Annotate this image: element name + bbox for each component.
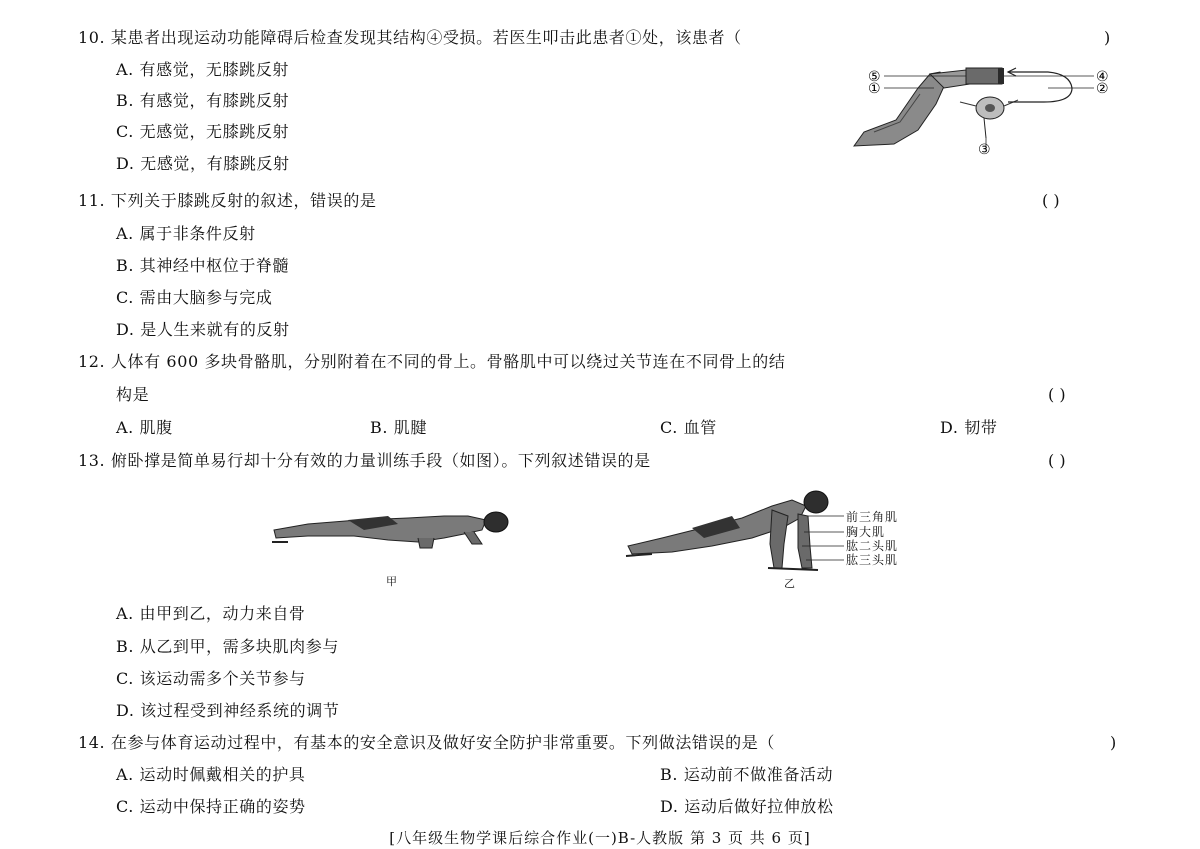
fig13-caption-jia: 甲 [386,575,397,588]
q13-answer-paren: ( ) [1048,451,1066,470]
page-footer: [八年级生物学课后综合作业(一)B-人教版 第 3 页 共 6 页] [389,829,811,847]
q10-option-c: C. 无感觉，无膝跳反射 [116,122,290,141]
q12-stem-line1: 12. 人体有 600 多块骨骼肌，分别附着在不同的骨上。骨骼肌中可以绕过关节连在不同骨上的结 [78,352,786,371]
pushup-figure-jia [268,508,514,556]
q11-answer-paren: ( ) [1042,191,1060,210]
q12-option-b: B. 肌腱 [370,418,427,437]
q14-option-b: B. 运动前不做准备活动 [660,765,834,784]
q13-option-c: C. 该运动需多个关节参与 [116,669,306,688]
q10-option-a: A. 有感觉，无膝跳反射 [116,60,289,79]
fig10-label-2: ② [1096,81,1109,97]
muscle-label-anterior-deltoid: 前三角肌 [846,510,899,524]
q11-option-d: D. 是人生来就有的反射 [116,320,290,339]
q14-option-a: A. 运动时佩戴相关的护具 [116,765,306,784]
q13-stem: 13. 俯卧撑是简单易行却十分有效的力量训练手段（如图）。下列叙述错误的是 [78,451,651,470]
q12-option-c: C. 血管 [660,418,717,437]
q10-option-d: D. 无感觉，有膝跳反射 [116,154,290,173]
q14-answer-paren: ) [1110,733,1117,752]
fig10-label-4: ④ [1096,69,1109,85]
muscle-label-pectoralis-major: 胸大肌 [846,525,886,539]
q12-option-d: D. 韧带 [940,418,998,437]
fig10-label-3: ③ [978,142,991,158]
q10-stem: 10. 某患者出现运动功能障碍后检查发现其结构④受损。若医生叩击此患者①处，该患者（ [78,28,742,47]
q12-stem-line2: 构是 [116,385,150,404]
q11-option-b: B. 其神经中枢位于脊髓 [116,256,290,275]
q10-option-b: B. 有感觉，有膝跳反射 [116,91,290,110]
q14-option-c: C. 运动中保持正确的姿势 [116,797,306,816]
fig10-label-5: ⑤ [868,69,881,85]
muscle-label-triceps: 肱三头肌 [846,553,899,567]
q11-option-c: C. 需由大脑参与完成 [116,288,273,307]
q12-option-a: A. 肌腹 [116,418,173,437]
q13-option-d: D. 该过程受到神经系统的调节 [116,701,340,720]
fig13-caption-yi: 乙 [784,577,795,590]
q11-option-a: A. 属于非条件反射 [116,224,256,243]
q14-stem: 14. 在参与体育运动过程中，有基本的安全意识及做好安全防护非常重要。下列做法错误的是（ [78,733,775,752]
q11-stem: 11. 下列关于膝跳反射的叙述，错误的是 [78,191,377,210]
q14-option-d: D. 运动后做好拉伸放松 [660,797,834,816]
q13-option-b: B. 从乙到甲，需多块肌肉参与 [116,637,339,656]
knee-reflex-figure [848,60,1124,158]
q10-answer-paren: ) [1104,28,1111,47]
q13-option-a: A. 由甲到乙，动力来自骨 [116,604,306,623]
q12-answer-paren: ( ) [1048,385,1066,404]
pushup-figure-yi [622,488,846,580]
fig10-label-1: ① [868,81,881,97]
muscle-label-biceps: 肱二头肌 [846,539,899,553]
